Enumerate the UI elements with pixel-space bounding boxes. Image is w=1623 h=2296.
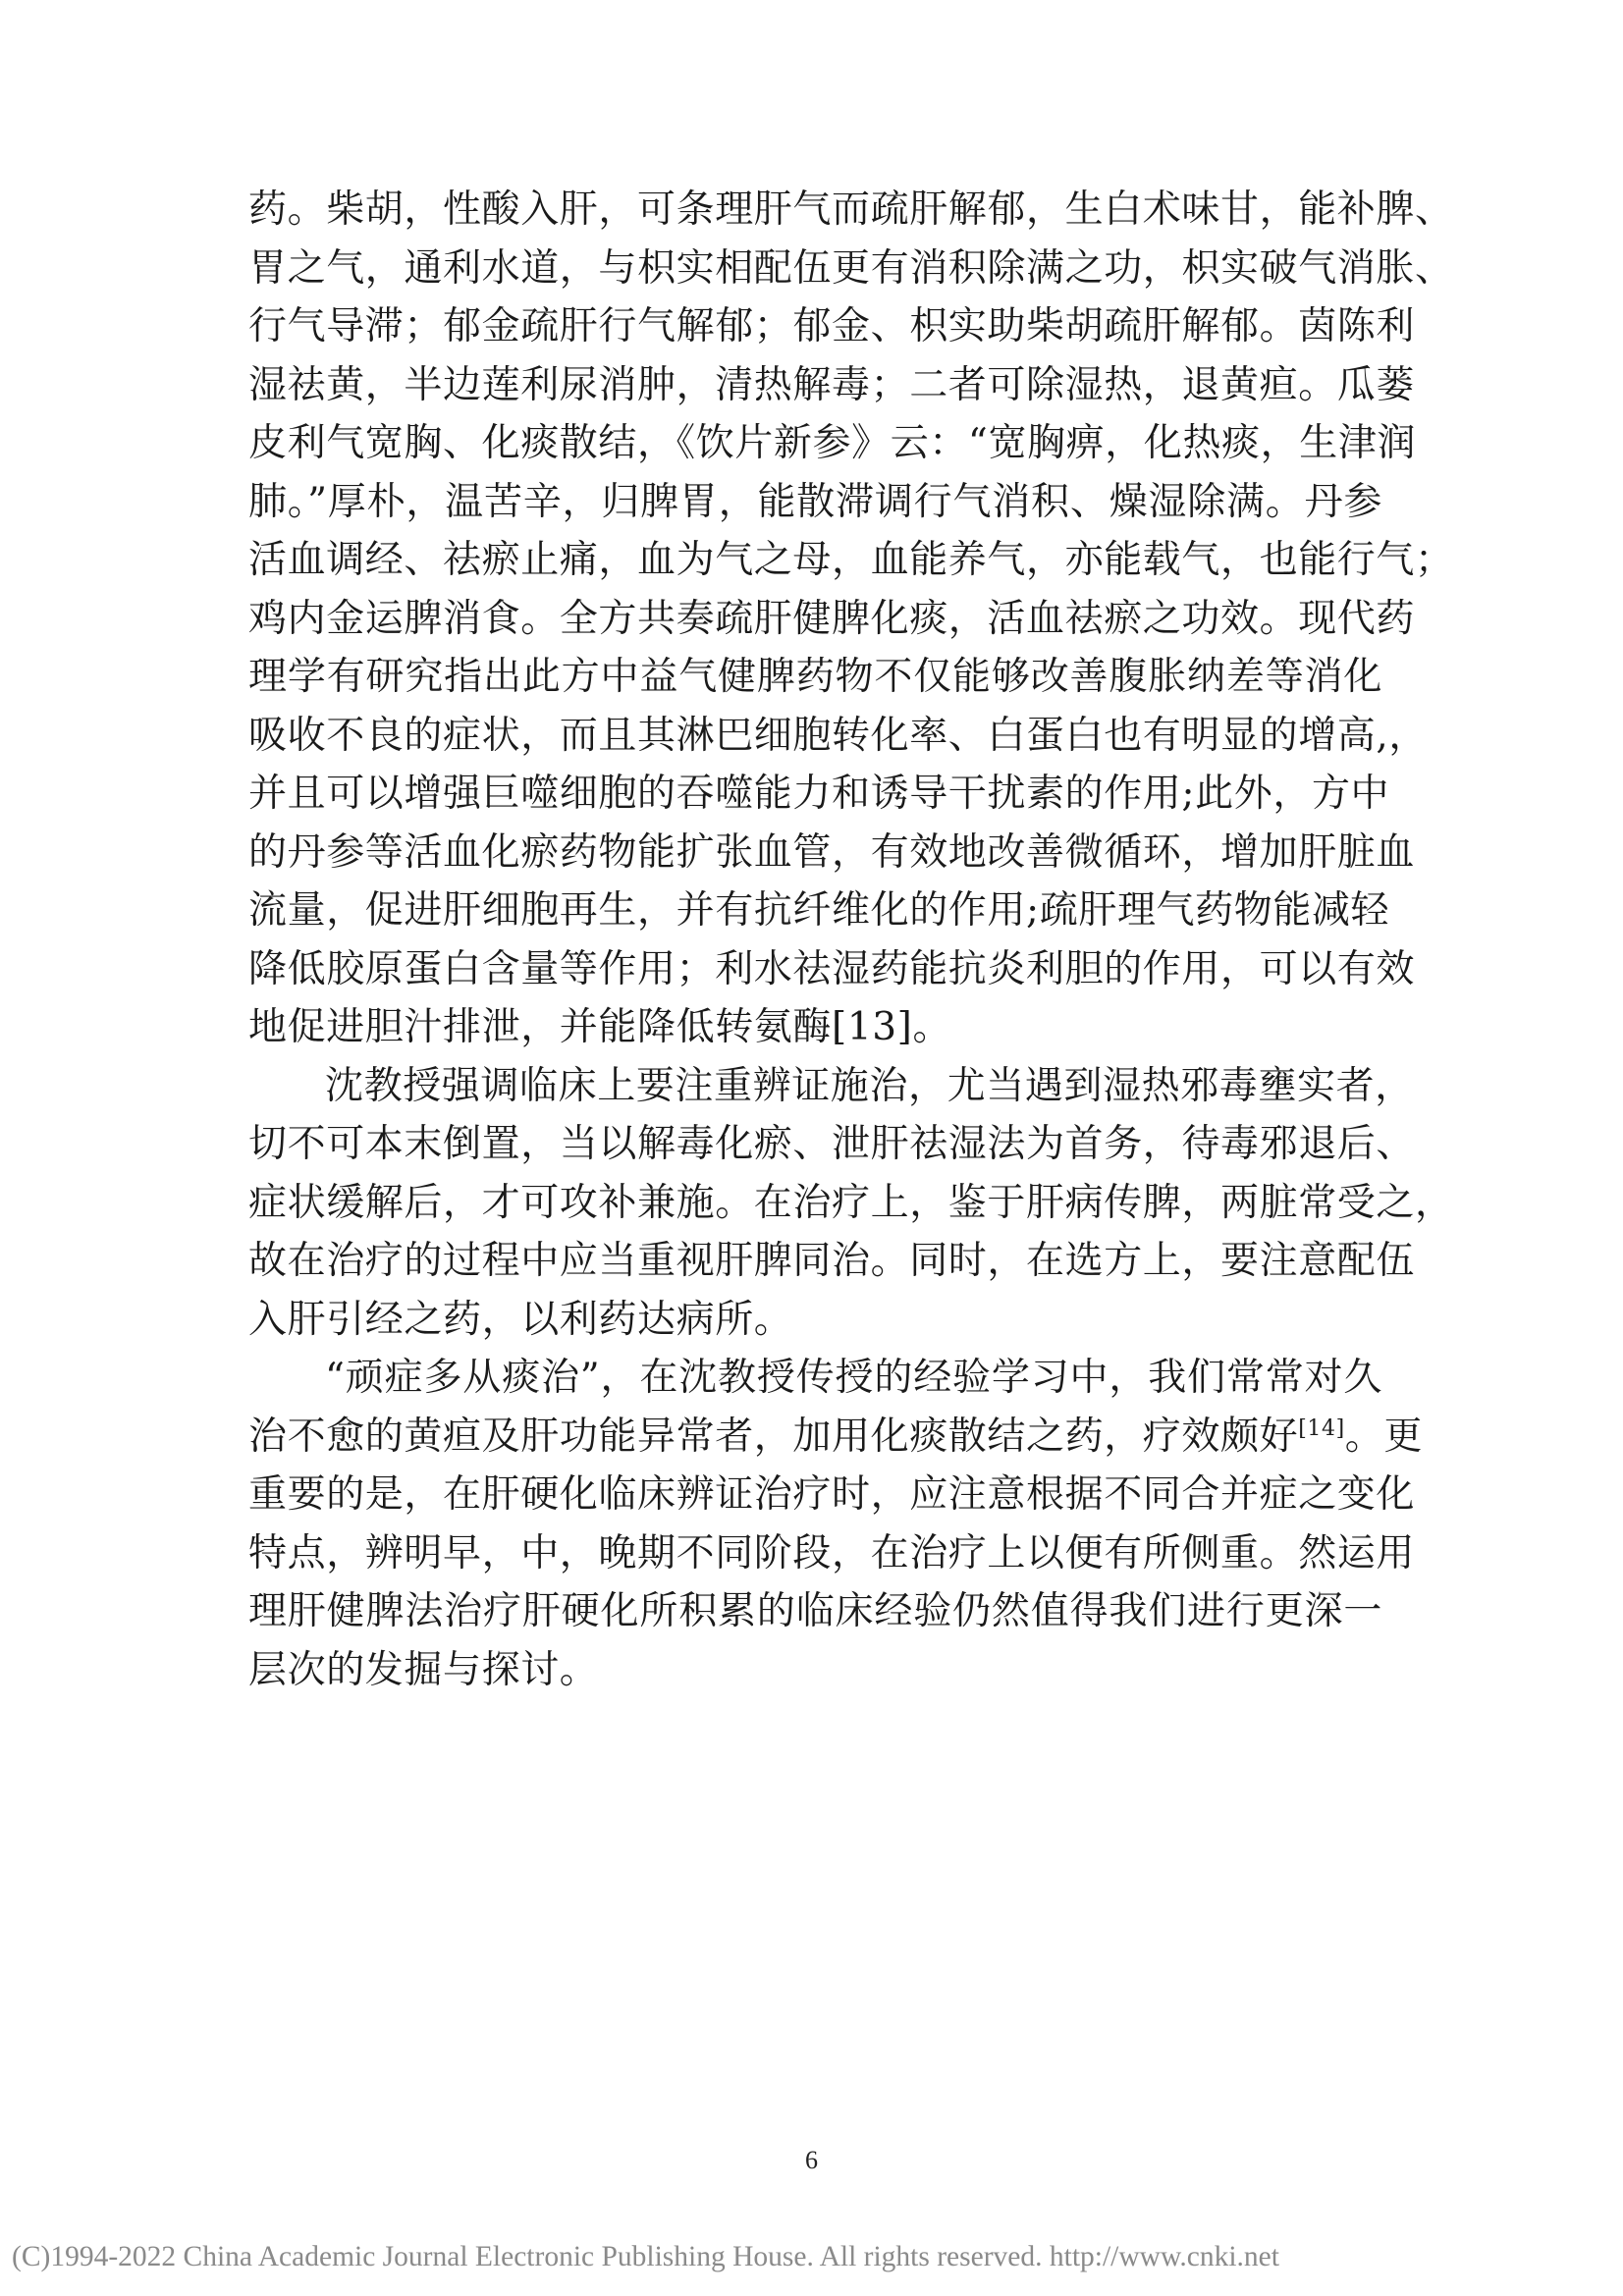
text-line xyxy=(248,1408,1423,1467)
paragraph-2 xyxy=(248,1057,1454,1350)
text-line: 沈教授强调临床上要注重辨证施治，尤当遇到湿热邪毒壅实者， xyxy=(325,1063,1414,1108)
text-line: 流量，促进肝细胞再生，并有抗纤维化的作用;疏肝理气药物能减轻 xyxy=(248,888,1390,933)
paragraph-1 xyxy=(248,181,1454,1057)
text-line: 行气导滞；郁金疏肝行气解郁；郁金、枳实助柴胡疏肝解郁。茵陈利 xyxy=(248,304,1416,348)
body-text xyxy=(248,181,1454,1699)
text-line: 理肝健脾法治疗肝硬化所积累的临床经验仍然值得我们进行更深一 xyxy=(248,1589,1382,1633)
text-line: 症状缓解后，才可攻补兼施。在治疗上，鉴于肝病传脾，两脏常受之， xyxy=(248,1180,1454,1225)
text-segment: 。更 xyxy=(1344,1414,1423,1459)
paragraph-3 xyxy=(248,1349,1423,1699)
text-line: 地促进胆汁排泄，并能降低转氨酶[13]。 xyxy=(248,1005,952,1049)
text-line: 肺。”厚朴，温苦辛，归脾胃，能散滞调行气消积、燥湿除满。丹参 xyxy=(248,479,1382,524)
text-line: 入肝引经之药，以利药达病所。 xyxy=(248,1297,793,1342)
text-line: 吸收不良的症状，而且其淋巴细胞转化率、白蛋白也有明显的增高,， xyxy=(248,713,1428,758)
text-line: “顽症多从痰治”，在沈教授传授的经验学习中，我们常常对久 xyxy=(325,1356,1382,1400)
text-line: 湿祛黄，半边莲利尿消肿，清热解毒；二者可除湿热，退黄疸。瓜蒌 xyxy=(248,362,1416,407)
text-line: 皮利气宽胸、化痰散结，《饮片新参》云：“宽胸痹，化热痰，生津润 xyxy=(248,421,1417,465)
copyright-footer: (C)1994-2022 China Academic Journal Electronic Publishing House. All rights reserved. http://www.cnki.net xyxy=(12,2241,1279,2272)
text-line: 层次的发掘与探讨。 xyxy=(248,1647,599,1692)
text-line: 活血调经、祛瘀止痛，血为气之母，血能养气，亦能载气，也能行气； xyxy=(248,538,1454,582)
text-line: 鸡内金运脾消食。全方共奏疏肝健脾化痰，活血祛瘀之功效。现代药 xyxy=(248,596,1416,641)
text-line: 降低胶原蛋白含量等作用；利水祛湿药能抗炎利胆的作用，可以有效 xyxy=(248,946,1416,991)
citation-marker: [14] xyxy=(1298,1415,1345,1441)
text-line: 并且可以增强巨噬细胞的吞噬能力和诱导干扰素的作用;此外，方中 xyxy=(248,772,1390,816)
text-line: 理学有研究指出此方中益气健脾药物不仅能够改善腹胀纳差等消化 xyxy=(248,655,1382,699)
text-line: 故在治疗的过程中应当重视肝脾同治。同时，在选方上，要注意配伍 xyxy=(248,1239,1416,1283)
text-line: 药。柴胡，性酸入肝，可条理肝气而疏肝解郁，生白术味甘，能补脾、 xyxy=(248,187,1454,232)
text-segment: 治不愈的黄疸及肝功能异常者，加用化痰散结之药，疗效颇好 xyxy=(248,1414,1299,1459)
page-number: 6 xyxy=(805,2146,818,2174)
text-line: 胃之气，通利水道，与枳实相配伍更有消积除满之功，枳实破气消胀、 xyxy=(248,245,1454,291)
text-line: 的丹参等活血化瘀药物能扩张血管，有效地改善微循环，增加肝脏血 xyxy=(248,829,1416,875)
text-line: 重要的是，在肝硬化临床辨证治疗时，应注意根据不同合并症之变化 xyxy=(248,1472,1416,1517)
text-line: 特点，辨明早，中，晚期不同阶段，在治疗上以便有所侧重。然运用 xyxy=(248,1530,1416,1575)
text-line: 切不可本末倒置，当以解毒化瘀、泄肝祛湿法为首务，待毒邪退后、 xyxy=(248,1122,1416,1166)
